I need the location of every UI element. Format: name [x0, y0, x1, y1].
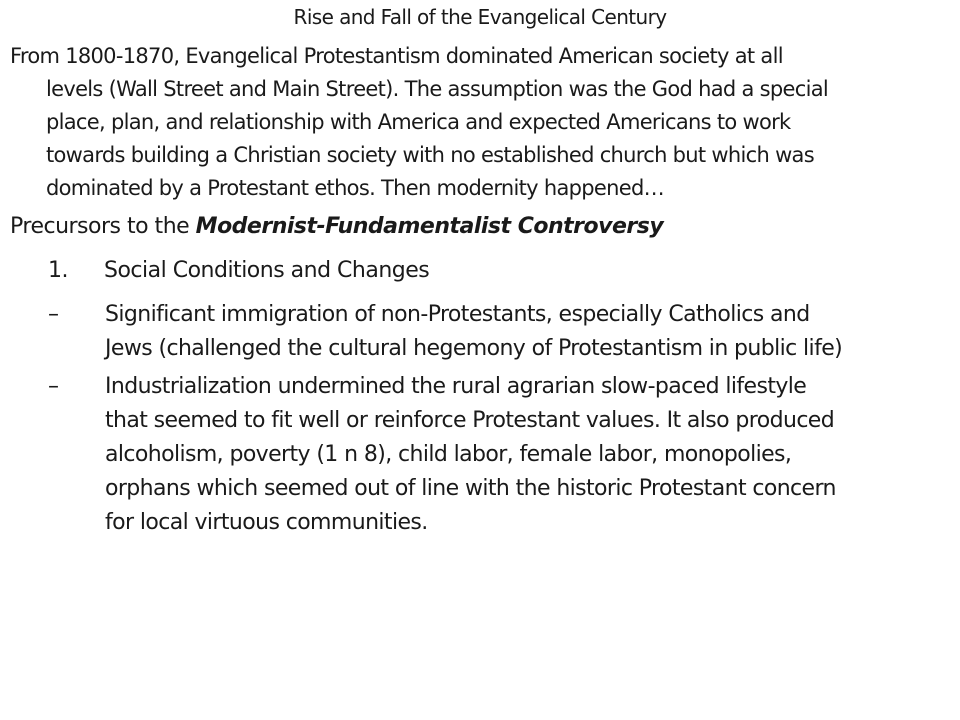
bullet-line: Significant immigration of non-Protestants, especially Catholics and — [105, 302, 810, 327]
bullet-line: Industrialization undermined the rural agrarian slow-paced lifestyle — [105, 374, 807, 399]
bullet-body — [105, 370, 836, 540]
intro-continuation — [10, 73, 950, 205]
bullet-line: that seemed to fit well or reinforce Protestant values. It also produced — [105, 408, 835, 433]
intro-line: place, plan, and relationship with America and expected Americans to work — [46, 110, 791, 134]
bullet-line: orphans which seemed out of line with the historic Protestant concern — [105, 476, 836, 501]
bullet-line: alcoholism, poverty (1 n 8), child labor, female labor, monopolies, — [105, 442, 792, 467]
precursors-heading — [10, 212, 663, 242]
numbered-item — [48, 256, 429, 286]
intro-line: levels (Wall Street and Main Street). The assumption was the God had a special — [46, 77, 829, 101]
item-number: 1. — [48, 258, 68, 283]
precursors-emphasis: Modernist-Fundamentalist Controversy — [195, 214, 664, 239]
intro-line: dominated by a Protestant ethos. Then modernity happened… — [46, 176, 664, 200]
slide-title: Rise and Fall of the Evangelical Century — [293, 5, 667, 29]
intro-first-line: From 1800-1870, Evangelical Protestantism dominated American society at all — [10, 44, 783, 68]
precursors-lead: Precursors to the — [10, 214, 196, 239]
intro-line: towards building a Christian society with no established church but which was — [46, 143, 814, 167]
bullet-line: for local virtuous communities. — [105, 510, 428, 535]
dash-bullet: – — [48, 374, 59, 399]
item-text: Social Conditions and Changes — [104, 258, 430, 283]
bullet-line: Jews (challenged the cultural hegemony of Protestantism in public life) — [105, 336, 843, 361]
bullet-body — [105, 298, 842, 366]
intro-paragraph — [10, 40, 950, 205]
dash-bullet: – — [48, 302, 59, 327]
